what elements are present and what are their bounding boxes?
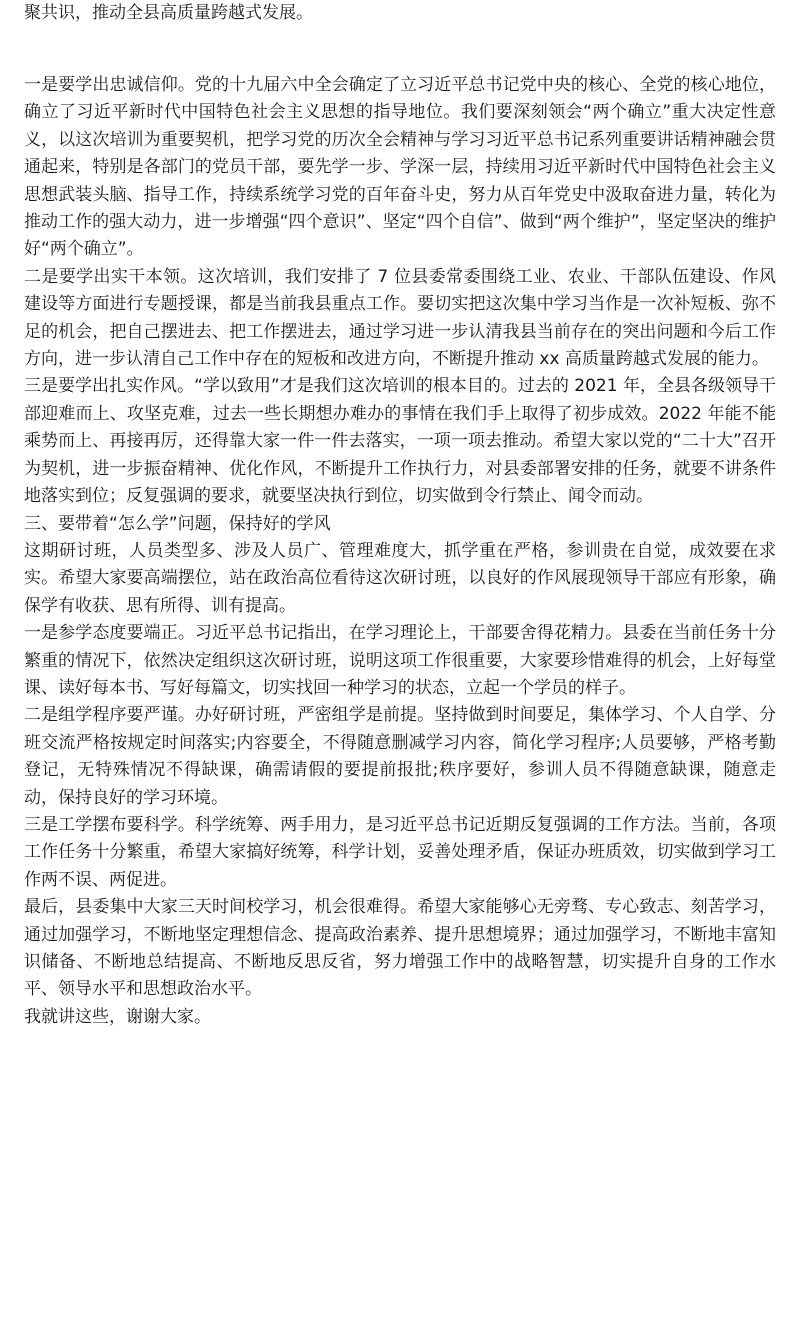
document-page	[24, 0, 776, 1031]
paragraph-thanks: 我就讲这些，谢谢大家。	[24, 1006, 211, 1027]
paragraph-style: 三是要学出扎实作风。“学以致用”才是我们这次培训的根本目的。过去的 2021 年，全县各级领导干部迎难而上、攻坚克难，过去一些长期想办难办的事情在我们手上取得了初步成效。2022 年能不能乘势而上、再接再厉，还得靠大家一件一件去落实，一项一项去推动。希望大家以党的“二十大”召开为契机，进一步振奋精神、优化作风，不断提升工作执行力，对县委部署安排的任务，就要不讲条件地落实到位；反复强调的要求，就要坚决执行到位，切实做到令行禁止、闻令而动。	[24, 376, 776, 507]
paragraph-gap	[24, 27, 776, 72]
paragraph-balance: 三是工学摆布要科学。科学统筹、两手用力，是习近平总书记近期反复强调的工作方法。当前，各项工作任务十分繁重，希望大家搞好统筹，科学计划，妥善处理矛盾，保证办班质效，切实做到学习工作两不误、两促进。	[24, 814, 776, 890]
paragraph-closing: 最后，县委集中大家三天时间校学习，机会很难得。希望大家能够心无旁骛、专心致志、刻苦学习，通过加强学习，不断地坚定理想信念、提高政治素养、提升思想境界；通过加强学习，不断地丰富知识储备、不断地总结提高、不断地反思反省，努力增强工作中的战略智慧，切实提升自身的工作水平、领导水平和思想政治水平。	[24, 897, 776, 1000]
continued-line: 聚共识，推动全县高质量跨越式发展。	[24, 3, 313, 23]
paragraph-seminar: 这期研讨班，人员类型多、涉及人员广、管理难度大，抓学重在严格，参训贵在自觉，成效要在求实。希望大家要高端摆位，站在政治高位看待这次研讨班，以良好的作风展现领导干部应有形象，确保学有收获、思有所得、训有提高。	[24, 540, 776, 616]
section-heading: 三、要带着“怎么学”问题，保持好的学风	[24, 513, 331, 534]
paragraph-procedure: 二是组学程序要严谨。办好研讨班，严密组学是前提。坚持做到时间要足，集体学习、个人自学、分班交流严格按规定时间落实;内容要全，不得随意删减学习内容，简化学习程序;人员要够，严格考勤登记，无特殊情况不得缺课，确需请假的要提前报批;秩序要好，参训人员不得随意缺课，随意走动，保持良好的学习环境。	[24, 705, 776, 808]
paragraph-attitude: 一是参学态度要端正。习近平总书记指出，在学习理论上，干部要舍得花精力。县委在当前任务十分繁重的情况下，依然决定组织这次研讨班，说明这项工作很重要，大家要珍惜难得的机会，上好每堂课、读好每本书、写好每篇文，切实找回一种学习的状态，立起一个学员的样子。	[24, 623, 776, 698]
paragraph-skills: 二是要学出实干本领。这次培训，我们安排了 7 位县委常委围绕工业、农业、干部队伍建设、作风建设等方面进行专题授课，都是当前我县重点工作。要切实把这次集中学习当作是一次补短板、弥不足的机会，把自己摆进去、把工作摆进去，通过学习进一步认清我县当前存在的突出问题和今后工作方向，进一步认清自己工作中存在的短板和改进方向，不断提升推动 xx 高质量跨越式发展的能力。	[24, 266, 776, 370]
paragraph-loyalty: 一是要学出忠诚信仰。党的十九届六中全会确定了立习近平总书记党中央的核心、全党的核心地位，确立了习近平新时代中国特色社会主义思想的指导地位。我们要深刻领会“两个确立”重大决定性意义，以这次培训为重要契机，把学习党的历次全会精神与学习习近平总书记系列重要讲话精神融会贯通起来，特别是各部门的党员干部，要先学一步、学深一层，持续用习近平新时代中国特色社会主义思想武装头脑、指导工作，持续系统学习党的百年奋斗史，努力从百年党史中汲取奋进力量，转化为推动工作的强大动力，进一步增强“四个意识”、坚定“四个自信”、做到“两个维护”，坚定坚决的维护好“两个确立”。	[24, 75, 776, 260]
